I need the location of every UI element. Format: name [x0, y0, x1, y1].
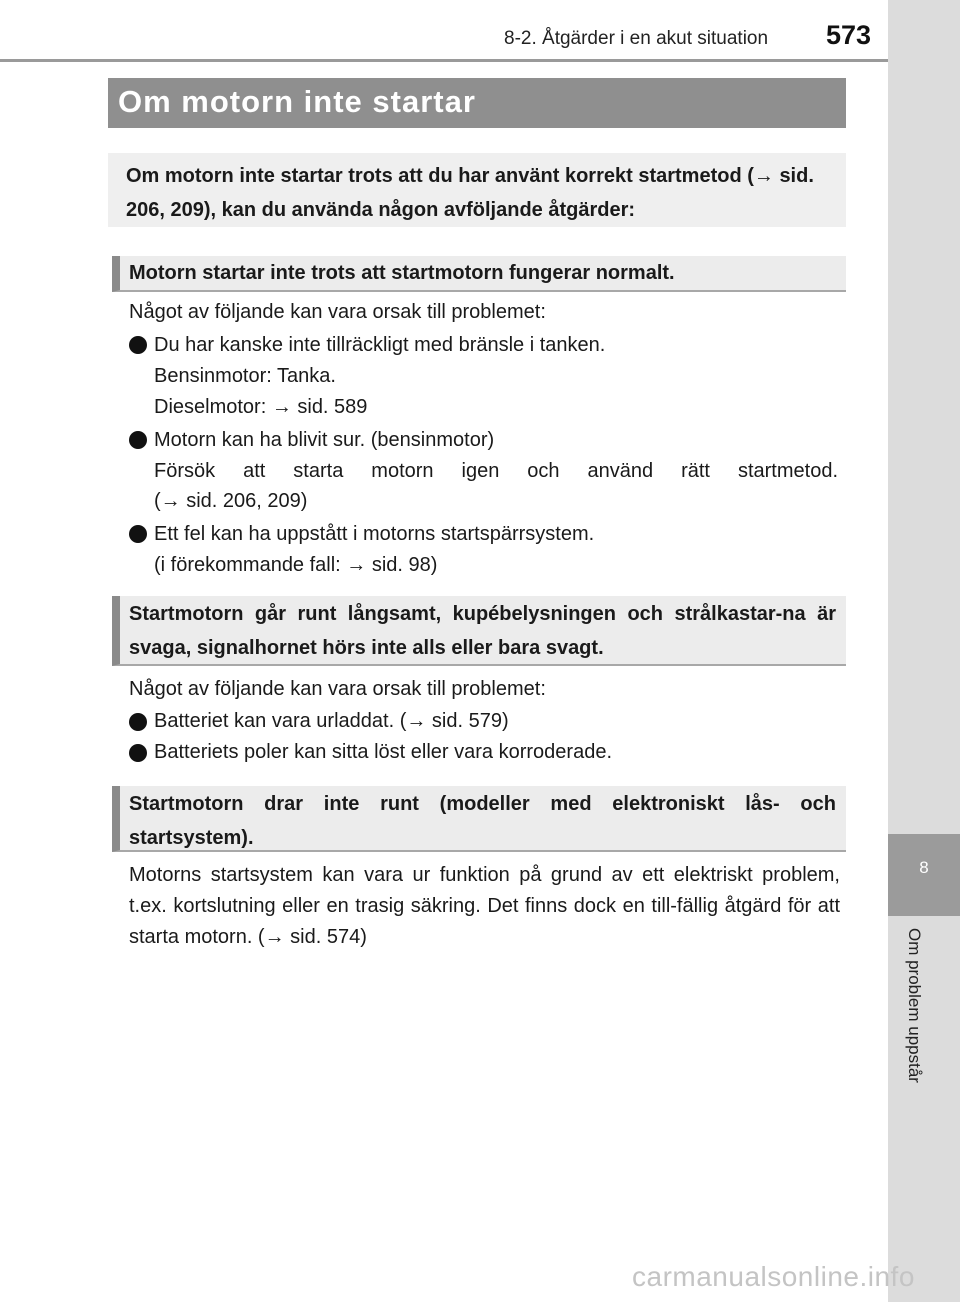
section1-bullet1-line1: Du har kanske inte tillräckligt med bränsle i tanken.: [154, 334, 606, 356]
bullet-icon: [129, 336, 147, 354]
section2-bullet2: Batteriets poler kan sitta löst eller vara korroderade.: [154, 741, 612, 763]
section1-bullet2-line2: Försök att starta motorn igen och använd rätt startmetod.: [154, 460, 838, 482]
section1-lead: Något av följande kan vara orsak till problemet:: [129, 301, 546, 323]
section1-bullet2-line1: Motorn kan ha blivit sur. (bensinmotor): [154, 429, 495, 451]
page-number: 573: [826, 20, 872, 50]
title-bar: [108, 78, 846, 128]
section1-bullet3-line2: (i förekommande fall: → sid. 98): [154, 554, 438, 576]
section1-bullet1-line2: Bensinmotor: Tanka.: [154, 365, 336, 387]
section1-bullet1-line3: Dieselmotor: → sid. 589: [154, 396, 368, 418]
section1-bullet2-line3: (→ sid. 206, 209): [154, 490, 308, 512]
section3-heading: Startmotorn drar inte runt (modeller med elektroniskt lås- och startsystem).: [112, 786, 846, 852]
bullet-icon: [129, 431, 147, 449]
section2-heading: Startmotorn går runt långsamt, kupébelysningen och strålkastar-na är svaga, signalhornet hörs inte alls eller bara svagt.: [112, 596, 846, 666]
header-divider: [0, 59, 888, 62]
side-tab-label: Om problem uppstår: [905, 928, 924, 1083]
watermark: carmanualsonline.info: [632, 1261, 915, 1292]
bullet-icon: [129, 713, 147, 731]
section2-bullet1: Batteriet kan vara urladdat. (→ sid. 579): [154, 710, 509, 732]
section1-bullet3-line1: Ett fel kan ha uppstått i motorns startspärrsystem.: [154, 523, 595, 545]
side-tab-number: 8: [919, 858, 929, 877]
section2-lead: Något av följande kan vara orsak till problemet:: [129, 678, 546, 700]
intro-box: Om motorn inte startar trots att du har använt korrekt startmetod (→ sid. 206, 209), kan du använda någon avföljande åtgärder:: [108, 153, 846, 227]
section1-heading: Motorn startar inte trots att startmotorn fungerar normalt.: [112, 256, 846, 292]
section3-body: Motorns startsystem kan vara ur funktion på grund av ett elektriskt problem, t.ex. kortslutning eller en trasig säkring. Det finns dock en till-fällig åtgärd för att starta motorn. (→ sid. 574): [129, 864, 840, 948]
bullet-icon: [129, 525, 147, 543]
bullet-icon: [129, 744, 147, 762]
page-title: Om motorn inte startar: [118, 84, 476, 119]
header-section-title: 8-2. Åtgärder i en akut situation: [504, 28, 769, 49]
